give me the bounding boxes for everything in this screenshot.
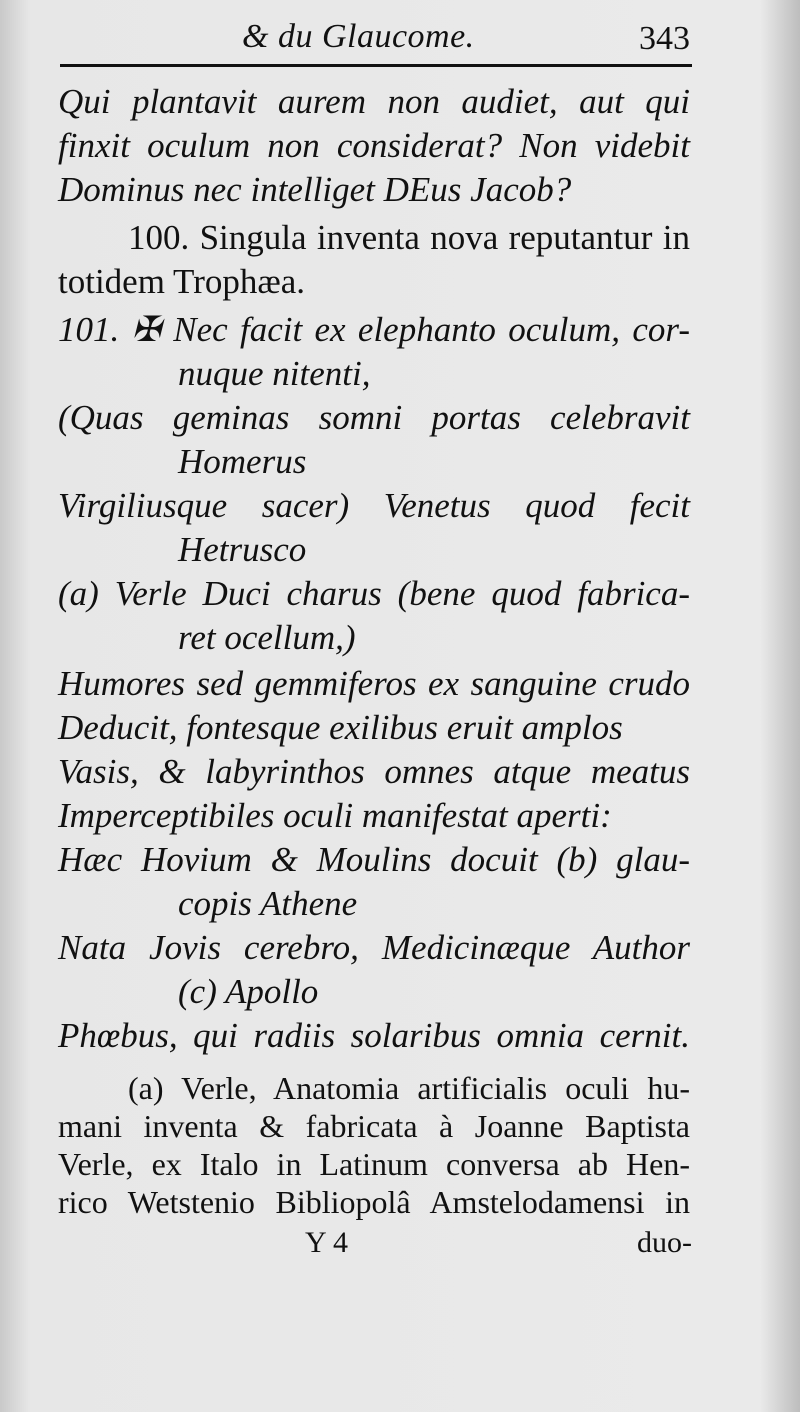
footnote-line: rico Wetstenio Bibliopolâ Amstelodamensi in xyxy=(58,1184,690,1220)
text-line: Deducit, fontesque exilibus eruit amplos xyxy=(58,708,623,747)
footnote-line: (a) Verle, Anatomia artificialis oculi hu- xyxy=(128,1070,690,1106)
text-line: Humores sed gemmiferos ex sanguine crudo xyxy=(58,664,690,703)
text-line: Qui plantavit aurem non audiet, aut qui xyxy=(58,82,690,121)
text-line: (c) Apollo xyxy=(178,972,319,1011)
text-line: nuque nitenti, xyxy=(178,354,371,393)
text-line: Hetrusco xyxy=(178,530,307,569)
footnote-line: Verle, ex Italo in Latinum conversa ab Hen- xyxy=(58,1146,690,1182)
text-line: Hæc Hovium & Moulins docuit (b) glau- xyxy=(58,840,690,879)
text-line: ret ocellum,) xyxy=(178,618,356,657)
text-line: Imperceptibiles oculi manifestat aperti: xyxy=(58,796,612,835)
page-number: 343 xyxy=(639,20,690,57)
text-line: finxit oculum non considerat? Non videbit xyxy=(58,126,690,165)
running-title: & du Glaucome. xyxy=(242,18,475,55)
text-line: Phœbus, qui radiis solaribus omnia cernit. xyxy=(58,1016,690,1055)
text-line: Virgiliusque sacer) Venetus quod fecit xyxy=(58,486,690,525)
text-line: Vasis, & labyrinthos omnes atque meatus xyxy=(58,752,690,791)
signature-mark: Y 4 xyxy=(305,1226,349,1259)
text-line: (Quas geminas somni portas celebravit xyxy=(58,398,690,437)
text-line: 100. Singula inventa nova reputantur in xyxy=(128,218,690,257)
text-line: 101. ✠ Nec facit ex elephanto oculum, cor- xyxy=(58,310,690,349)
page-header xyxy=(62,14,692,64)
text-line: (a) Verle Duci charus (bene quod fabrica- xyxy=(58,574,690,613)
text-line: Homerus xyxy=(178,442,307,481)
text-line: Nata Jovis cerebro, Medicinæque Author xyxy=(58,928,690,967)
text-line: copis Athene xyxy=(178,884,358,923)
catchword: duo- xyxy=(637,1226,692,1259)
text-line: totidem Trophæa. xyxy=(58,262,305,301)
header-rule xyxy=(60,64,692,67)
footnote-line: mani inventa & fabricata à Joanne Baptista xyxy=(58,1108,690,1144)
text-line: Dominus nec intelliget DEus Jacob? xyxy=(58,170,572,209)
